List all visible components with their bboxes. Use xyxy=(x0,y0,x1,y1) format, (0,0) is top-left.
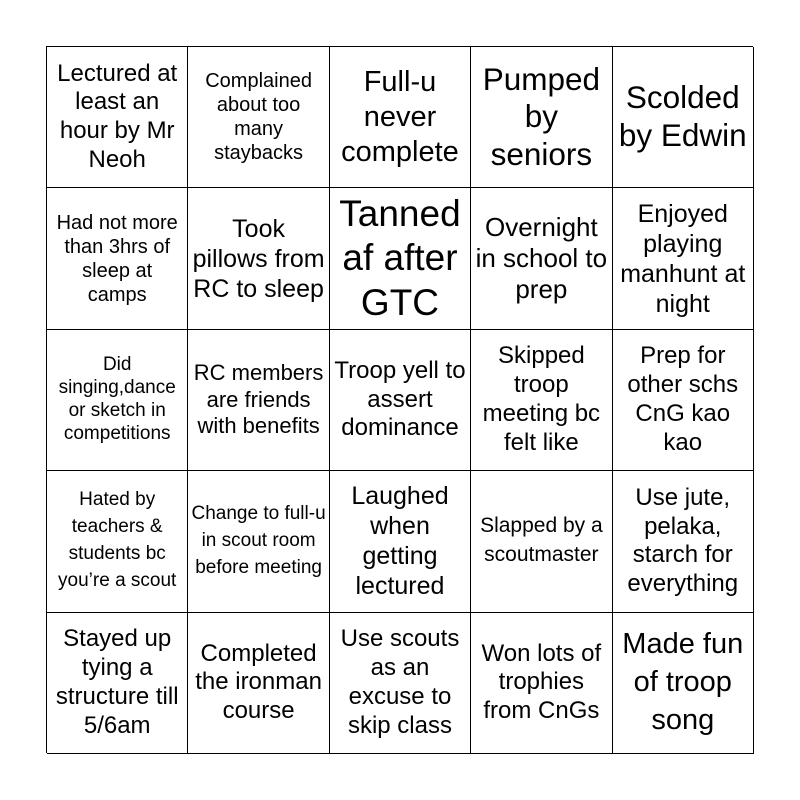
bingo-cell-text: Took pillows from RC to sleep xyxy=(192,214,325,303)
bingo-cell-text: Pumped by seniors xyxy=(482,60,601,173)
bingo-cell-text: Full-u never complete xyxy=(341,66,459,168)
bingo-cell-11[interactable] xyxy=(47,330,188,471)
bingo-cell-text: Enjoyed playing manhunt at night xyxy=(620,199,746,318)
bingo-cell-text: Lectured at least an hour by Mr Neoh xyxy=(57,59,178,173)
bingo-cell-text: Hated by teachers & students bc you’re a scout xyxy=(58,489,177,592)
bingo-cell-text: Completed the ironman course xyxy=(195,639,322,725)
bingo-cell-text: Slapped by a scoutmaster xyxy=(480,514,603,567)
bingo-cell-1[interactable] xyxy=(47,47,188,188)
bingo-cell-5[interactable] xyxy=(613,47,754,188)
bingo-cell-text: Scolded by Edwin xyxy=(618,79,747,154)
bingo-cell-text: Use jute, pelaka, starch for everything xyxy=(627,483,739,598)
bingo-cell-text: Did singing,dance or sketch in competitions xyxy=(58,354,176,444)
bingo-cell-17[interactable] xyxy=(188,471,329,612)
bingo-cell-23[interactable] xyxy=(330,613,471,754)
bingo-cell-text: Complained about too many staybacks xyxy=(205,70,312,165)
bingo-cell-text: Laughed when getting lectured xyxy=(351,482,449,601)
bingo-cell-22[interactable] xyxy=(188,613,329,754)
bingo-cell-12[interactable] xyxy=(188,330,329,471)
bingo-cell-text: Prep for other schs CnG kao kao xyxy=(627,342,739,456)
bingo-cell-3[interactable] xyxy=(330,47,471,188)
bingo-cell-9[interactable] xyxy=(471,188,612,329)
bingo-cell-text: Troop yell to assert dominance xyxy=(334,356,466,442)
bingo-cell-2[interactable] xyxy=(188,47,329,188)
bingo-cell-16[interactable] xyxy=(47,471,188,612)
bingo-cell-15[interactable] xyxy=(613,330,754,471)
bingo-cell-24[interactable] xyxy=(471,613,612,754)
bingo-cell-20[interactable] xyxy=(613,471,754,612)
bingo-board xyxy=(46,46,753,753)
bingo-cell-18[interactable] xyxy=(330,471,471,612)
bingo-cell-text: Overnight in school to prep xyxy=(475,211,608,305)
bingo-cell-text: Had not more than 3hrs of sleep at camps xyxy=(56,211,178,306)
bingo-cell-text: Skipped troop meeting bc felt like xyxy=(482,342,601,456)
bingo-cell-text: Change to full-u in scout room before meeting xyxy=(191,502,326,578)
bingo-cell-14[interactable] xyxy=(471,330,612,471)
bingo-cell-text: RC members are friends with benefits xyxy=(193,360,324,439)
bingo-cell-8[interactable] xyxy=(330,188,471,329)
bingo-cell-21[interactable] xyxy=(47,613,188,754)
bingo-cell-text: Use scouts as an excuse to skip class xyxy=(340,625,460,739)
bingo-cell-text: Made fun of troop song xyxy=(622,628,744,736)
bingo-cell-text: Tanned af after GTC xyxy=(339,193,461,323)
bingo-cell-text: Won lots of trophies from CnGs xyxy=(481,639,602,725)
bingo-cell-6[interactable] xyxy=(47,188,188,329)
bingo-cell-13[interactable] xyxy=(330,330,471,471)
bingo-cell-text: Stayed up tying a structure till 5/6am xyxy=(55,625,179,739)
bingo-cell-25[interactable] xyxy=(613,613,754,754)
bingo-cell-10[interactable] xyxy=(613,188,754,329)
bingo-cell-19[interactable] xyxy=(471,471,612,612)
bingo-cell-4[interactable] xyxy=(471,47,612,188)
bingo-cell-7[interactable] xyxy=(188,188,329,329)
